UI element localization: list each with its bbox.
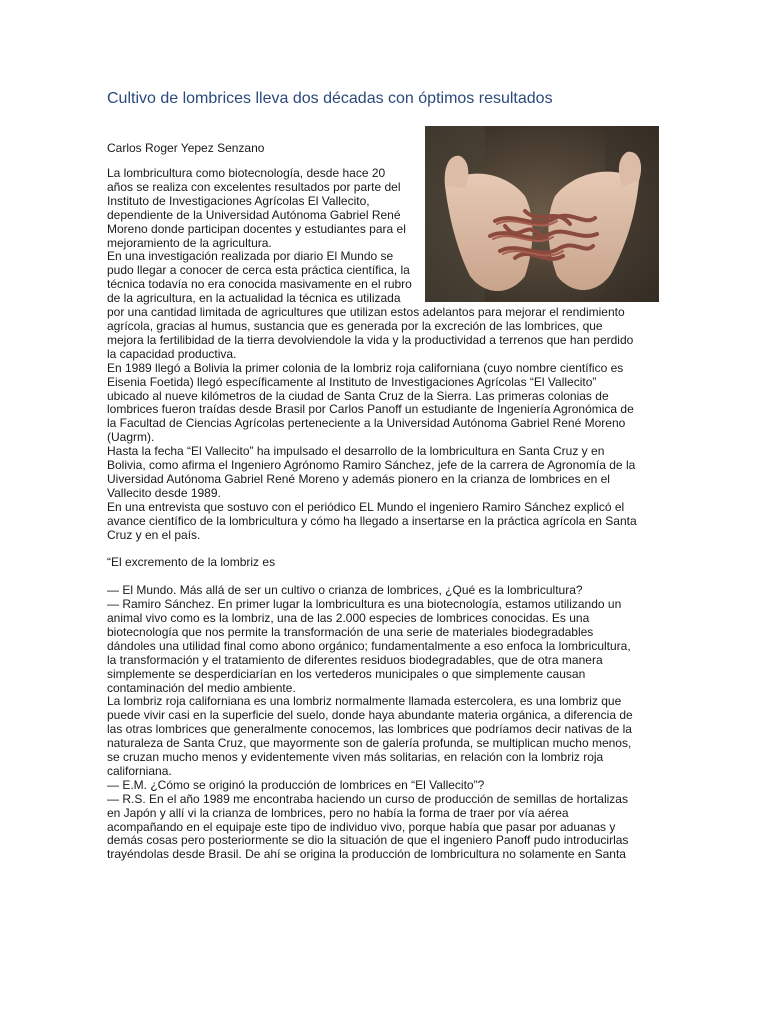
body-paragraph [107,556,659,570]
text-line: mejora la fertilibidad de la tierra devolviendole la vida y la productividad a terrenos que han perdido [107,332,634,347]
text-line: — R.S. En el año 1989 me encontraba haciendo un curso de producción de semillas de hortalizas [107,791,628,806]
text-line: en Japón y allí vi la crianza de lombrices, pero no había la forma de traer por vía aérea [107,805,569,820]
text-line: (Uagrm). [107,430,155,445]
text-line: Instituto de Investigaciones Agrícolas El Vallecito, [107,193,370,208]
text-line: de la agricultura, en la actualidad la técnica es utilizada [107,291,401,306]
text-line: “El excremento de la lombriz es [107,555,276,570]
text-line: las otras lombrices que generalmente conocemos, las lombrices que podríamos decir nativas de la [107,722,632,737]
text-line: dándoles una utilidad final como abono orgánico; fundamentalmente a eso enfoca la lombricultura, [107,638,631,653]
text-line: Uiversidad Autónoma Gabriel René Moreno y además pionero en la crianza de lombrices en el [107,471,610,486]
text-line: pudo llegar a conocer de cerca esta práctica científica, la [107,263,410,278]
body-paragraph [107,501,659,543]
body-paragraph [107,362,659,445]
paragraph-gap [107,542,659,556]
text-line: simplemente se desperdiciarían en los vertederos municipales o que simplemente causan [107,666,586,681]
text-line: californiana. [107,763,172,778]
article-title: Cultivo de lombrices lleva dos décadas con óptimos resultados [107,90,553,107]
text-line: La lombriz roja californiana es una lombriz normalmente llamada estercolera, es una lombriz que [107,694,622,709]
text-line: — E.M. ¿Cómo se originó la producción de lombrices en “El Vallecito”? [107,777,485,792]
text-line: ubicado al nueve kilómetros de la ciudad de Santa Cruz de la Sierra. Las primeras colonias de [107,388,609,403]
paragraph-gap [107,570,659,584]
text-line: En 1989 llegó a Bolivia la primer colonia de la lombriz roja californiana (cuyo nombre científico es [107,360,624,375]
text-line: agrícola, gracias al humus, sustancia que es generada por la excreción de las lombrices, que [107,318,603,333]
text-line: puede vivir casi en la superficie del suelo, donde haya abundante materia orgánica, a diferencia de [107,708,633,723]
text-line: trayéndolas desde Brasil. De ahí se origina la producción de lombricultura no solamente en Santa [107,847,626,862]
text-line: Bolivia, como afirma el Ingeniero Agrónomo Ramiro Sánchez, jefe de la carrera de Agronomía de la [107,458,636,473]
text-line: animal vivo como es la lombriz, una de las 2.000 especies de lombrices conocidas. Es una [107,610,590,625]
text-line: contaminación del medio ambiente. [107,680,296,695]
body-paragraph [107,695,659,778]
text-line: dependiente de la Universidad Autónoma Gabriel René [107,207,401,222]
text-line: años se realiza con excelentes resultados por parte del [107,179,401,194]
article-author: Carlos Roger Yepez Senzano [107,141,265,155]
text-line: avance científico de la lombricultura y cómo ha llegado a insertarse en la práctica agrícola en Santa [107,513,637,528]
text-line: demás cosas pero posteriormente se dio la situación de que el ingeniero Panoff pudo introducirlas [107,833,629,848]
text-line: La lombricultura como biotecnología, desde hace 20 [107,166,386,180]
text-line: — El Mundo. Más allá de ser un cultivo o crianza de lombrices, ¿Qué es la lombricultura? [107,583,583,598]
worms-in-hands-photo [425,126,659,302]
article-body [107,167,659,862]
text-line: la Facultad de Ciencias Agrícolas perteneciente a la Universidad Autónoma Gabriel René Moreno [107,416,626,431]
text-line: Hasta la fecha “El Vallecito” ha impulsado el desarrollo de la lombricultura en Santa Cruz y en [107,444,605,459]
text-line: la capacidad productiva. [107,346,237,361]
text-line: se cruzan mucho menos y evidentemente viven más solitarias, en relación con la lombriz roja [107,750,604,765]
text-line: En una investigación realizada por diario El Mundo se [107,249,394,264]
text-line: acompañando en el equipaje este tipo de individuo vivo, porque había que pasar por aduanas y [107,819,616,834]
text-line: mejoramiento de la agricultura. [107,235,272,250]
text-line: biotecnología que nos permite la transformación de una serie de materiales biodegradables [107,624,594,639]
text-line: naturaleza de Santa Cruz, que mayormente son de galería profunda, se multiplican mucho menos, [107,736,632,751]
text-line: Eisenia Foetida) llegó específicamente al Instituto de Investigaciones Agrícolas “El Vallecito” [107,374,597,389]
text-line: — Ramiro Sánchez. En primer lugar la lombricultura es una biotecnología, estamos utilizando un [107,597,622,612]
text-line: Moreno donde participan docentes y estudiantes para el [107,221,406,236]
text-line: Cruz y en el país. [107,527,201,542]
text-line: técnica todavía no era conocida masivamente en el rubro [107,277,412,292]
text-line: En una entrevista que sostuvo con el periódico EL Mundo el ingeniero Ramiro Sánchez explicó el [107,499,625,514]
body-paragraph [107,584,659,695]
text-line: Vallecito desde 1989. [107,485,221,500]
text-line: lombrices fueron traídas desde Brasil por Carlos Panoff un estudiante de Ingeniería Agronómica de [107,402,634,417]
body-paragraph [107,445,659,501]
body-paragraph [107,779,659,862]
text-line: la transformación y el tratamiento de diferentes residuos biodegradables, que de otra manera [107,652,603,667]
text-line: por una cantidad limitada de agricultures que utilizan estos adelantos para mejorar el rendimiento [107,305,625,320]
